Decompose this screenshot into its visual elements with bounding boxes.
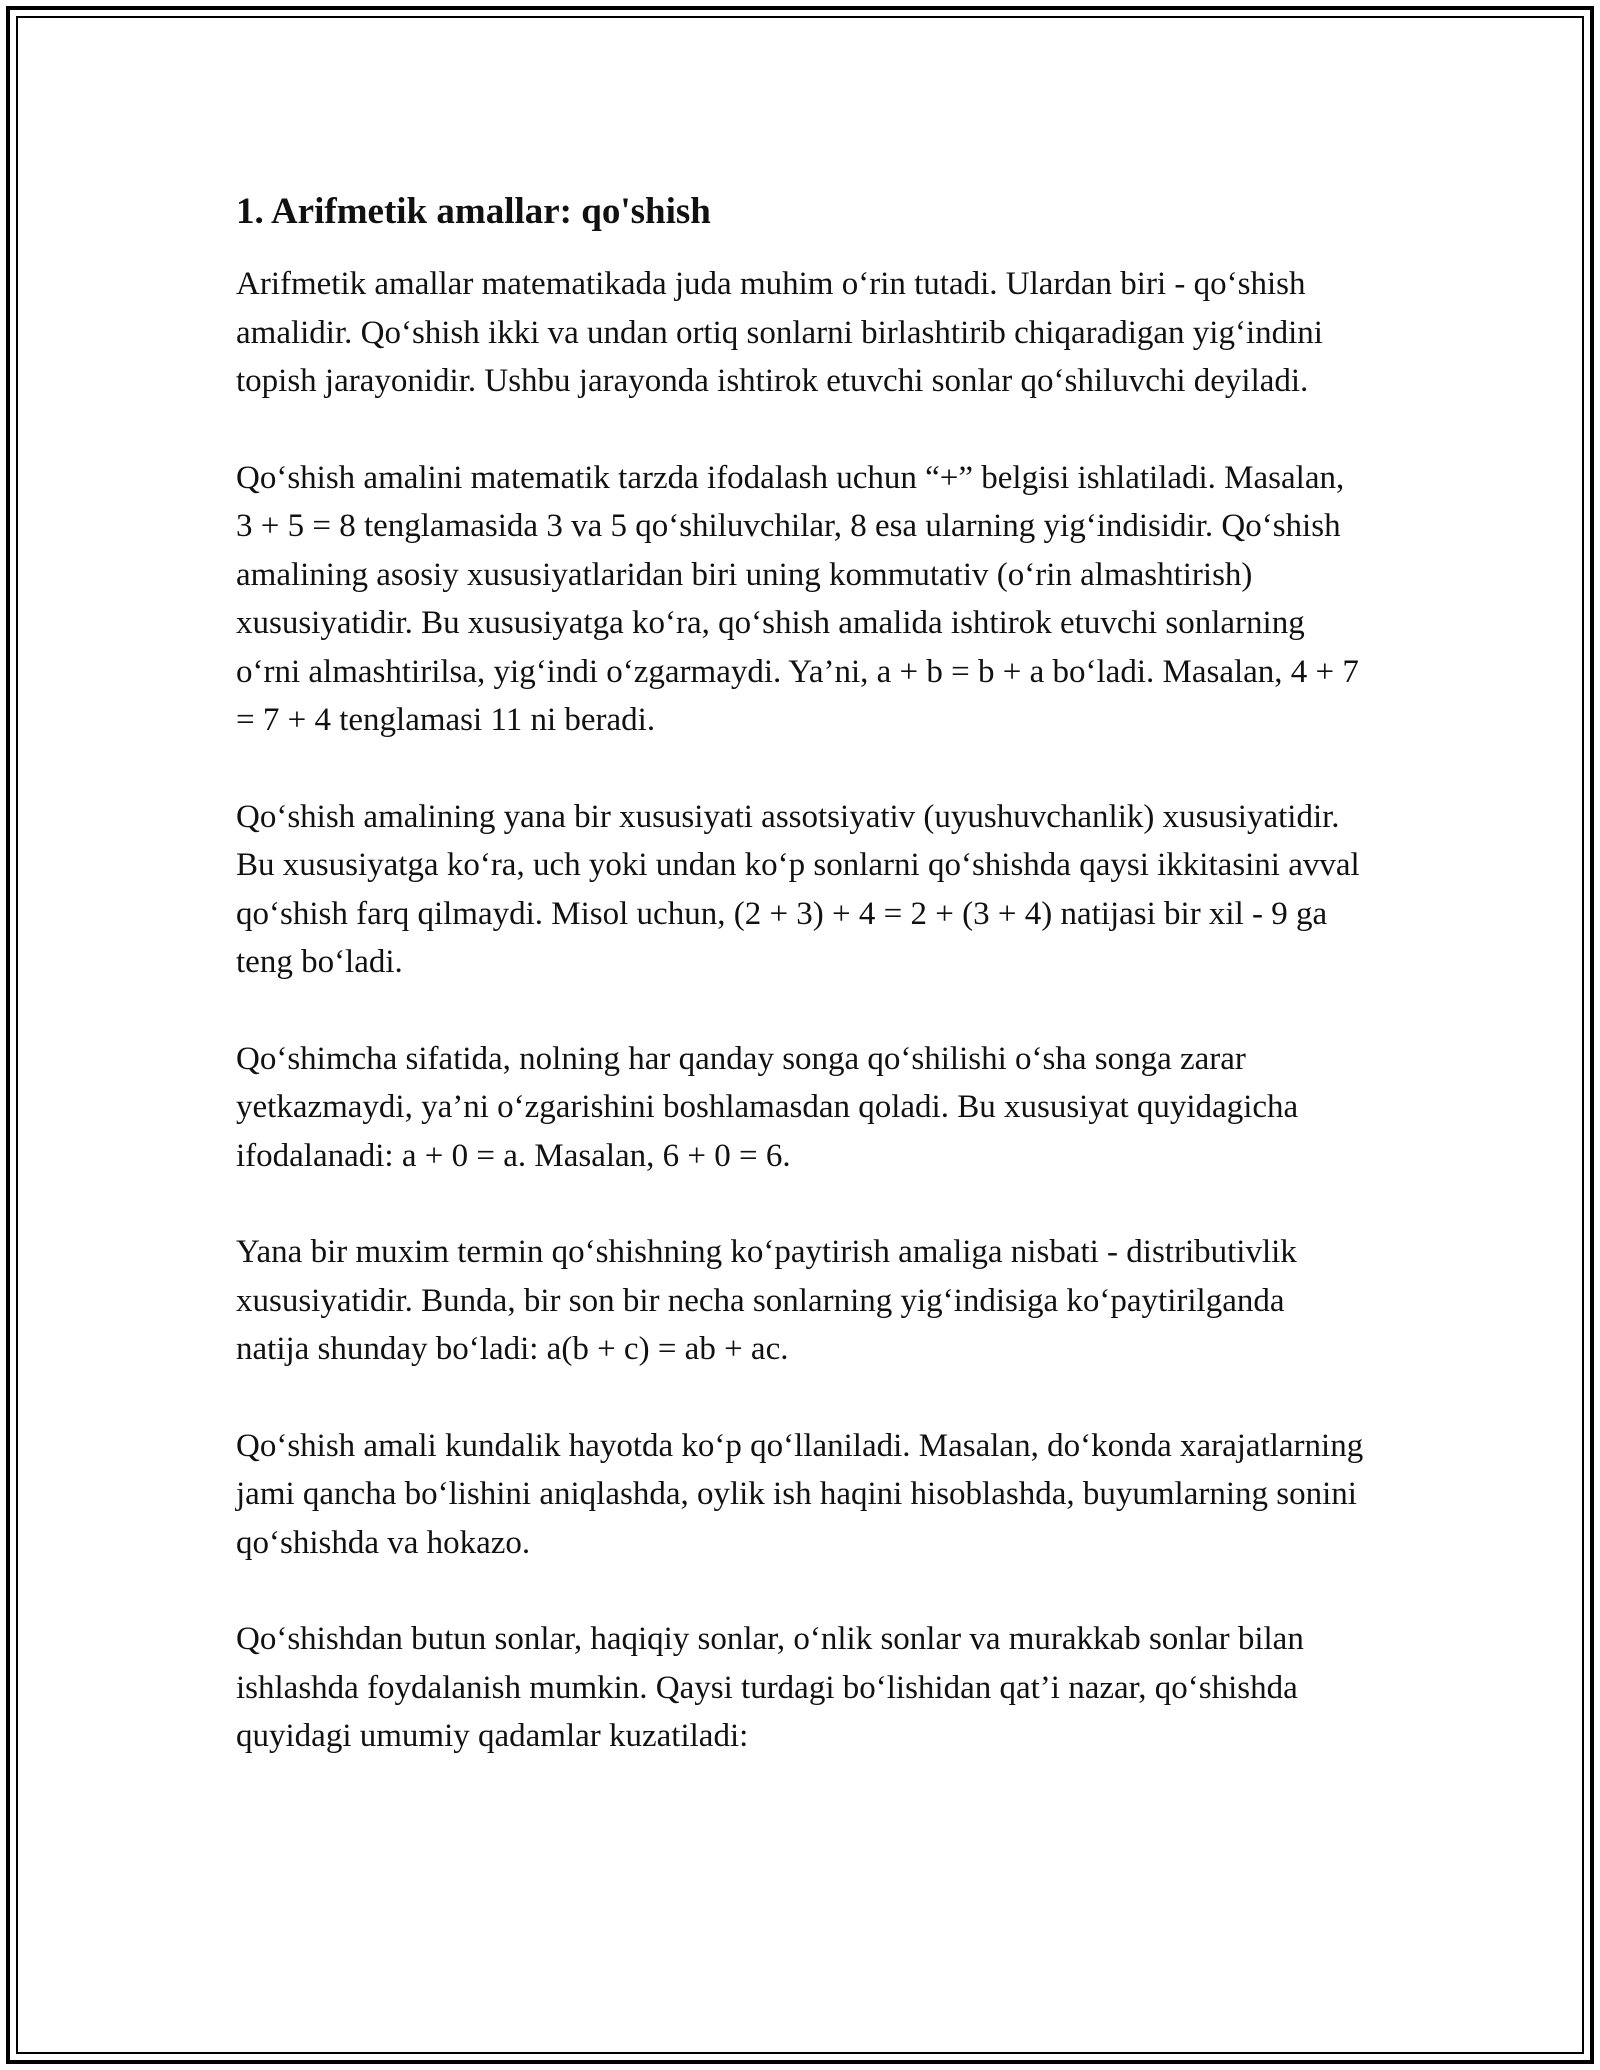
paragraph-number-types: Qo‘shishdan butun sonlar, haqiqiy sonlar, o‘nlik sonlar va murakkab sonlar bilan ishlashda foydalanish mumkin. Qaysi turdagi bo‘lishidan qat’i nazar, qo‘shishda quyidagi umumiy qadamlar kuzatiladi:	[236, 1621, 1304, 1754]
document-body	[236, 186, 1366, 1761]
paragraph-intro: Arifmetik amallar matematikada juda muhim o‘rin tutadi. Ulardan biri - qo‘shish amalidir. Qo‘shish ikki va undan ortiq sonlarni birlashtirib chiqaradigan yig‘indini topish jarayonidir. Ushbu jarayonda ishtirok etuvchi sonlar qo‘shiluvchi deyiladi.	[236, 266, 1323, 399]
paragraph-everyday-use: Qo‘shish amali kundalik hayotda ko‘p qo‘llaniladi. Masalan, do‘konda xarajatlarning jami qancha bo‘lishini aniqlashda, oylik ish haqini hisoblashda, buyumlarning sonini qo‘shishda va hokazo.	[236, 1427, 1364, 1561]
paragraph-commutative: Qo‘shish amalini matematik tarzda ifodalash uchun “+” belgisi ishlatiladi. Masalan, 3 + 5 = 8 tenglamasida 3 va 5 qo‘shiluvchilar, 8 esa ularning yig‘indisidir. Qo‘shish amalining asosiy xususiyatlaridan biri uning kommutativ (o‘rin almashtirish) xususiyatidir. Bu xususiyatga ko‘ra, qo‘shish amalida ishtirok etuvchi sonlarning o‘rni almashtirilsa, yig‘indi o‘zgarmaydi. Ya’ni, a + b = b + a bo‘ladi. Masalan, 4 + 7 = 7 + 4 tenglamasi 11 ni beradi.	[236, 459, 1359, 738]
section-heading: 1. Arifmetik amallar: qo'shish	[236, 191, 711, 232]
paragraph-zero-identity: Qo‘shimcha sifatida, nolning har qanday songa qo‘shilishi o‘sha songa zarar yetkazmaydi, ya’ni o‘zgarishini boshlamasdan qoladi. Bu xususiyat quyidagicha ifodalanadi: a + 0 = a. Masalan, 6 + 0 = 6.	[236, 1040, 1299, 1174]
paragraph-associative: Qo‘shish amalining yana bir xususiyati assotsiyativ (uyushuvchanlik) xususiyatidir. Bu xususiyatga ko‘ra, uch yoki undan ko‘p sonlarni qo‘shishda qaysi ikkitasini avval qo‘shish farq qilmaydi. Misol uchun, (2 + 3) + 4 = 2 + (3 + 4) natijasi bir xil - 9 ga teng bo‘ladi.	[236, 798, 1360, 980]
paragraph-distributive: Yana bir muxim termin qo‘shishning ko‘paytirish amaliga nisbati - distributivlik xususiyatidir. Bunda, bir son bir necha sonlarning yig‘indisiga ko‘paytirilganda natija shunday bo‘ladi: a(b + c) = ab + ac.	[236, 1234, 1297, 1367]
